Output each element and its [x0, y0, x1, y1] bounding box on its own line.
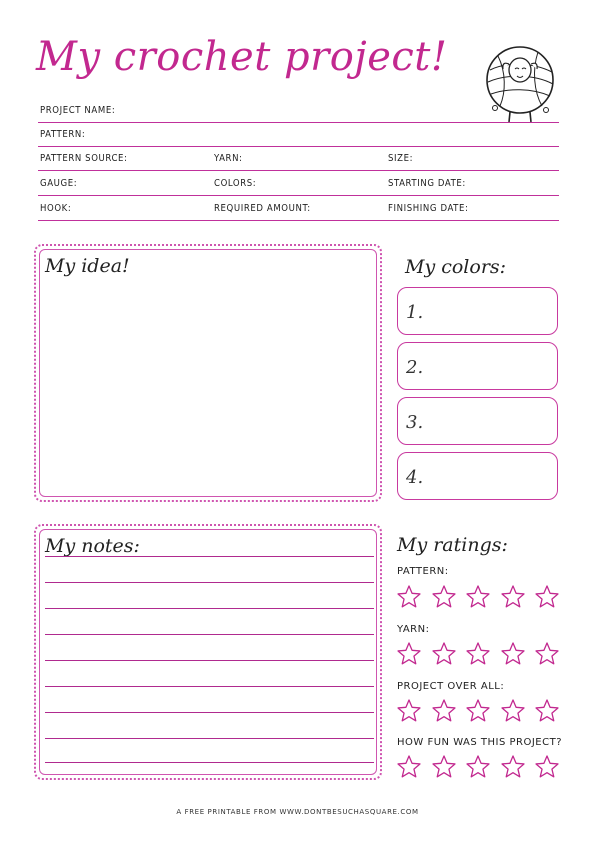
note-line — [45, 660, 374, 661]
rating-stars-fun — [396, 754, 560, 780]
hook-row — [38, 198, 559, 221]
yarn-label: YARN: — [214, 153, 243, 164]
star-outline-icon[interactable] — [465, 698, 491, 724]
star-outline-icon[interactable] — [534, 698, 560, 724]
star-outline-icon[interactable] — [431, 584, 457, 610]
color-number: 1. — [406, 302, 424, 323]
rating-stars-yarn — [396, 641, 560, 667]
star-outline-icon[interactable] — [431, 754, 457, 780]
pattern-label: PATTERN: — [40, 129, 86, 140]
hook-label: HOOK: — [40, 203, 72, 214]
note-line — [45, 582, 374, 583]
star-outline-icon[interactable] — [500, 698, 526, 724]
star-outline-icon[interactable] — [500, 754, 526, 780]
starting-date-label: STARTING DATE: — [388, 178, 466, 189]
star-outline-icon[interactable] — [465, 754, 491, 780]
star-outline-icon[interactable] — [534, 641, 560, 667]
note-line — [45, 556, 374, 557]
gauge-row — [38, 173, 559, 196]
note-line — [45, 712, 374, 713]
note-line — [45, 686, 374, 687]
star-outline-icon[interactable] — [396, 584, 422, 610]
rating-stars-pattern — [396, 584, 560, 610]
star-outline-icon[interactable] — [396, 641, 422, 667]
footer-credit: A FREE PRINTABLE FROM WWW.DONTBESUCHASQUARE.COM — [176, 808, 419, 816]
rating-label-pattern: PATTERN: — [397, 566, 449, 577]
star-outline-icon[interactable] — [431, 698, 457, 724]
page-title: My crochet project! — [36, 34, 448, 80]
note-line — [45, 738, 374, 739]
note-line — [45, 762, 374, 763]
star-outline-icon[interactable] — [396, 698, 422, 724]
rating-label-yarn: YARN: — [397, 624, 430, 635]
note-line — [45, 634, 374, 635]
gauge-label: GAUGE: — [40, 178, 78, 189]
star-outline-icon[interactable] — [500, 584, 526, 610]
star-outline-icon[interactable] — [465, 584, 491, 610]
star-outline-icon[interactable] — [431, 641, 457, 667]
note-line — [45, 608, 374, 609]
color-box-3 — [397, 397, 558, 445]
color-number: 4. — [406, 467, 424, 488]
color-number: 3. — [406, 412, 424, 433]
color-box-2 — [397, 342, 558, 390]
rating-label-fun: HOW FUN WAS THIS PROJECT? — [397, 737, 563, 748]
notes-box — [34, 524, 382, 780]
star-outline-icon[interactable] — [534, 584, 560, 610]
pattern-source-row — [38, 148, 559, 171]
rating-stars-overall — [396, 698, 560, 724]
star-outline-icon[interactable] — [534, 754, 560, 780]
finishing-date-label: FINISHING DATE: — [388, 203, 469, 214]
ratings-heading: My ratings: — [397, 534, 508, 556]
star-outline-icon[interactable] — [500, 641, 526, 667]
project-name-row — [38, 100, 559, 123]
required-amount-label: REQUIRED AMOUNT: — [214, 203, 311, 214]
pattern-source-label: PATTERN SOURCE: — [40, 153, 128, 164]
color-box-4 — [397, 452, 558, 500]
pattern-row — [38, 124, 559, 147]
idea-box-inner — [39, 249, 377, 497]
colors-heading: My colors: — [405, 256, 507, 278]
size-label: SIZE: — [388, 153, 414, 164]
color-number: 2. — [406, 357, 424, 378]
project-name-label: PROJECT NAME: — [40, 105, 116, 116]
rating-label-overall: PROJECT OVER ALL: — [397, 681, 505, 692]
color-box-1 — [397, 287, 558, 335]
notes-heading: My notes: — [45, 535, 140, 557]
colors-label: COLORS: — [214, 178, 257, 189]
idea-box — [34, 244, 382, 502]
idea-heading: My idea! — [45, 255, 130, 277]
star-outline-icon[interactable] — [465, 641, 491, 667]
star-outline-icon[interactable] — [396, 754, 422, 780]
